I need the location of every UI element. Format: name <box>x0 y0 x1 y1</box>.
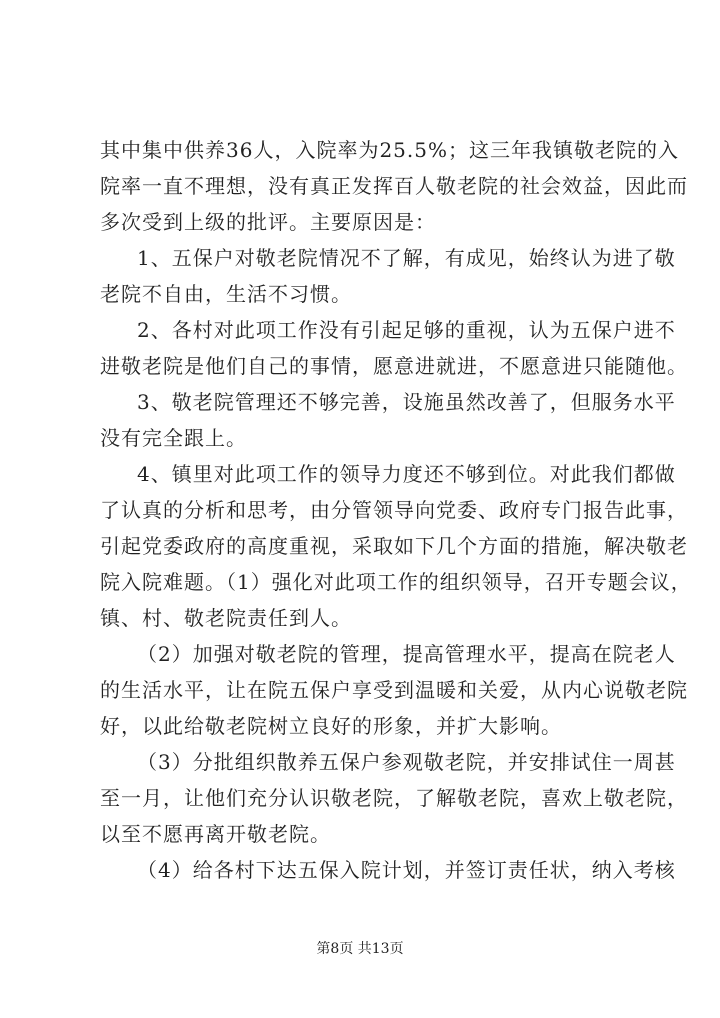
text-line: 引起党委政府的高度重视，采取如下几个方面的措施，解决敬老 <box>100 534 688 558</box>
text-line: 多次受到上级的批评。主要原因是： <box>100 210 436 234</box>
document-body <box>100 132 692 888</box>
text-line: 镇、村、敬老院责任到人。 <box>100 606 352 630</box>
text-line: 2、各村对此项工作没有引起足够的重视，认为五保户进不 <box>137 318 676 342</box>
text-line: 了认真的分析和思考，由分管领导向党委、政府专门报告此事， <box>100 498 688 522</box>
page-footer: 第8页 共13页 <box>316 941 404 957</box>
text-line: 1、五保户对敬老院情况不了解，有成见，始终认为进了敬 <box>137 246 676 270</box>
paragraph <box>100 132 688 240</box>
text-line: 的生活水平，让在院五保户享受到温暖和关爱，从内心说敬老院 <box>100 678 688 702</box>
text-line: 以至不愿再离开敬老院。 <box>100 822 331 846</box>
text-line: 院入院难题。（1）强化对此项工作的组织领导，召开专题会议， <box>100 570 692 594</box>
paragraph <box>100 384 676 456</box>
text-line: （3）分批组织散养五保户参观敬老院，并安排试住一周甚 <box>137 750 676 774</box>
text-line: 好，以此给敬老院树立良好的形象，并扩大影响。 <box>100 714 562 738</box>
text-line: 3、敬老院管理还不够完善，设施虽然改善了，但服务水平 <box>137 390 676 414</box>
text-line: 4、镇里对此项工作的领导力度还不够到位。对此我们都做 <box>137 462 676 486</box>
text-line: 老院不自由，生活不习惯。 <box>100 282 352 306</box>
paragraph <box>100 744 688 852</box>
text-line: 至一月，让他们充分认识敬老院，了解敬老院，喜欢上敬老院， <box>100 786 688 810</box>
text-line: 其中集中供养36人，入院率为25.5%；这三年我镇敬老院的入 <box>100 138 679 162</box>
text-line: （4）给各村下达五保入院计划，并签订责任状，纳入考核 <box>137 858 676 882</box>
text-line: （2）加强对敬老院的管理，提高管理水平，提高在院老人 <box>137 642 676 666</box>
text-line: 院率一直不理想，没有真正发挥百人敬老院的社会效益，因此而 <box>100 174 688 198</box>
text-line: 进敬老院是他们自己的事情，愿意进就进，不愿意进只能随他。 <box>100 354 688 378</box>
paragraph <box>100 636 688 744</box>
paragraph <box>100 456 692 636</box>
paragraph <box>100 240 676 312</box>
text-line: 没有完全跟上。 <box>100 426 247 450</box>
paragraph <box>100 312 688 384</box>
paragraph <box>100 852 676 888</box>
